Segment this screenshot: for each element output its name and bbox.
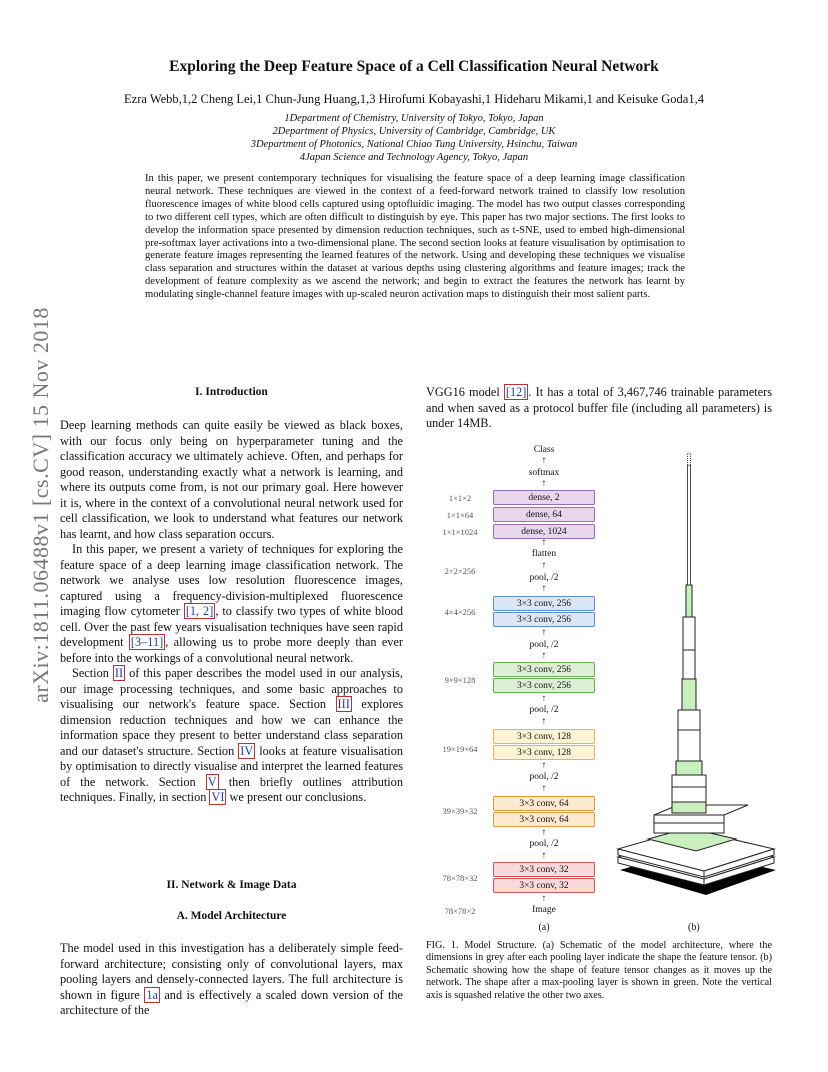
arrow-icon: ↑ [541,538,547,548]
layer-pool: pool, /2 [529,705,559,715]
layer-conv-128: 3×3 conv, 128 [493,745,595,760]
layer-conv-256: 3×3 conv, 256 [493,678,595,693]
arrow-icon: ↑ [541,828,547,838]
layer-pool: pool, /2 [529,573,559,583]
tensor-shape-diagram [608,445,786,925]
layer-conv-256: 3×3 conv, 256 [493,596,595,611]
intro-paragraph-3: Section II of this paper describes the model used in our analysis, our image processing techniques, and some basic approaches to visualising our network's feature space. Section III explores dimension reduction techniques and how we can enhance the information space they present to better understand class separation and our dataset's structure. Section IV looks at feature visualisation by optimisation to directly visualise and interpret the learned features of the network. Section V then briefly outlines attribution techniques. Finally, in section VI we present our conclusions. [60,666,403,804]
affiliation-2: 2Department of Physics, University of Cambridge, Cambridge, UK [272,126,556,137]
layer-conv-64: 3×3 conv, 64 [493,812,595,827]
layer-class: Class [533,445,555,455]
subsection-heading-architecture: A. Model Architecture [176,910,287,922]
dim-label: 39×39×32 [442,806,478,816]
citation-link[interactable]: [3–11] [130,635,164,649]
layer-conv-256: 3×3 conv, 256 [493,662,595,677]
section-heading-network: II. Network & Image Data [166,879,297,891]
intro-paragraph-2: In this paper, we present a variety of techniques for exploring the feature space of a deep learning image classification network. The network we analyse uses low resolution fluorescence images, captured using a frequency-division-multiplexed fluorescence imaging flow cytometer [1, 2] , to classify two types of white blood cell. Over the past few years visualisation techniques have seen rapid development [3–11] , allowing us to probe more deeply than ever before into the workings of a convolutional neural network. [60,542,404,665]
section-link[interactable]: II [114,666,124,680]
intro-paragraph-1: Deep learning methods can quite easily be viewed as black boxes, with our focus only being on hyperparameter tuning and the classification accuracy we ultimately achieve. Often, and perhaps for good reason, understanding exactly what a network is learning, and where its outputs come from, is not our primary goal. Here however it is, where in the context of a convolutional neural network used for cell classification, we look to understand what features our network has learnt, and how class separation occurs. [60,418,403,541]
arrow-icon: ↑ [541,894,547,904]
arrow-icon: ↑ [541,584,547,594]
layer-flatten: flatten [531,549,557,559]
arrow-icon: ↑ [541,628,547,638]
right-paragraph: VGG16 model [12] . It has a total of 3,467,746 trainable parameters and when saved as a protocol buffer file (including all parameters) is under 14MB. [426,385,772,430]
author-list: Ezra Webb,1,2 Cheng Lei,1 Chun-Jung Huang,1,3 Hirofumi Kobayashi,1 Hideharu Mikami,1 and Keisuke Goda1,4 [124,92,704,106]
dim-label: 9×9×128 [444,675,476,685]
architecture-body [60,941,403,1019]
citation-link[interactable]: [1, 2] [185,604,214,618]
arrow-icon: ↑ [541,651,547,661]
arxiv-stamp-text: arXiv:1811.06488v1 [cs.CV] 15 Nov 2018 [28,307,53,703]
introduction-body [60,418,403,806]
section-link[interactable]: V [207,774,217,789]
arrow-icon: ↑ [541,717,547,727]
arrow-icon: ↑ [541,761,547,771]
dim-label: 4×4×256 [444,607,476,617]
layer-conv-256: 3×3 conv, 256 [493,612,595,627]
arrow-icon: ↑ [541,851,547,861]
dim-label: 78×78×2 [444,906,476,916]
layer-pool: pool, /2 [529,772,559,782]
section-link[interactable]: IV [240,743,254,758]
section-link[interactable]: VI [211,790,225,804]
layer-conv-64: 3×3 conv, 64 [493,796,595,811]
dim-label: 2×2×256 [444,566,476,576]
layer-softmax: softmax [528,468,560,478]
citation-link[interactable]: [12] [505,385,527,399]
layer-conv-32: 3×3 conv, 32 [493,862,595,877]
layer-pool: pool, /2 [529,839,559,849]
dim-label: 1×1×64 [446,510,474,520]
dim-label: 19×19×64 [442,744,478,754]
paper-title: Exploring the Deep Feature Space of a Cell Classification Neural Network [169,58,659,75]
affiliation-3: 3Department of Photonics, National Chiao Tung University, Hsinchu, Taiwan [250,139,578,150]
arxiv-stamp [8,270,53,740]
right-column-text [426,385,772,432]
dim-label: 1×1×1024 [442,527,478,537]
affiliation-1: 1Department of Chemistry, University of Tokyo, Tokyo, Japan [284,113,544,124]
subfigure-label-b: (b) [688,922,700,933]
layer-dense-1024: dense, 1024 [493,524,595,539]
dim-label: 1×1×2 [448,493,472,503]
layer-conv-32: 3×3 conv, 32 [493,878,595,893]
subfigure-label-a: (a) [538,922,550,933]
section-link[interactable]: III [337,697,350,711]
arrow-icon: ↑ [541,784,547,794]
architecture-paragraph: The model used in this investigation has a deliberately simple feed-forward architecture; consisting only of convolutional layers, max pooling layers and densely-connected layers. The full architecture is shown in figure 1a and is effectively a scaled down version of the architecture of the [60,941,403,1017]
dim-label: 78×78×32 [442,873,478,883]
section-heading-introduction: I. Introduction [195,386,268,398]
layer-conv-128: 3×3 conv, 128 [493,729,595,744]
figure-link[interactable]: 1a [146,987,158,1002]
arrow-icon: ↑ [541,561,547,571]
layer-pool: pool, /2 [529,640,559,650]
layer-image: Image [532,905,556,915]
affiliation-4: 4Japan Science and Technology Agency, Tokyo, Japan [299,152,529,163]
arrow-icon: ↑ [541,694,547,704]
abstract: In this paper, we present contemporary techniques for visualising the feature space of a deep learning image classification neural network. These techniques are viewed in the context of a feed-forward network trained to classify low resolution fluorescence images of white blood cells captured using optofluidic imaging. The model has two output classes corresponding to two different cell types, which are often difficult to distinguish by eye. This paper has two major sections. The first looks to develop the information space presented by dimension reduction techniques, such as t-SNE, used to embed high-dimensional pre-softmax layer activations into a two-dimensional plane. The second section looks at feature visualisation by optimisation to generate feature images representing the learned features of the network. Using and developing these techniques we visualise class separation and structures within the dataset at various depths using clustering algorithms and feature images; track the development of feature complexity as we ascend the network; and begin to extract the features the network has learnt by modulating single-channel feature images with up-scaled neuron activation maps to distinguish their most salient parts. [145,173,685,301]
layer-dense-64: dense, 64 [493,507,595,522]
layer-dense-2: dense, 2 [493,490,595,505]
figure-caption: FIG. 1. Model Structure. (a) Schematic of the model architecture, where the dimensions in grey after each pooling layer indicate the shape the feature tensor. (b) Schematic showing how the shape of feature tensor changes as it moves up the network. The shape after a max-pooling layer is shown in green. Note the vertical axis is squashed relative the other two axes. [426,940,772,1001]
arrow-icon: ↑ [541,479,547,489]
arrow-icon: ↑ [541,456,547,466]
